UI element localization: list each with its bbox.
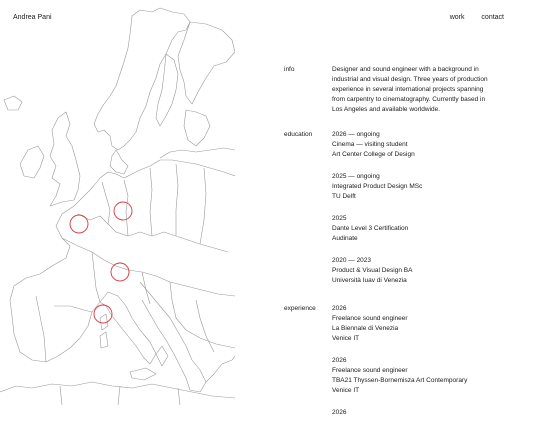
entry-organization: TBA21 Thyssen-Bornemisza Art Contemporary	[332, 377, 468, 384]
nav-contact-link[interactable]: contact	[481, 14, 504, 21]
map-coastline	[184, 110, 210, 146]
entry-date: 2026	[332, 409, 347, 416]
map-coastline	[50, 112, 80, 206]
info-line: industrial and visual design. Three years of production	[332, 76, 488, 83]
map-coastline	[140, 282, 206, 392]
education-entry	[332, 256, 500, 286]
education-label: education	[284, 131, 313, 138]
experience-list	[332, 304, 500, 430]
map-coastline	[156, 346, 168, 366]
info-line: Designer and sound engineer with a background in	[332, 66, 479, 73]
entry-role: Freelance sound engineer	[332, 367, 408, 374]
map-border	[178, 388, 180, 405]
location-marker-rome	[94, 305, 112, 323]
experience-entry	[332, 304, 500, 344]
entry-location: Venice IT	[332, 335, 360, 342]
map-border	[196, 300, 214, 352]
map-border	[102, 182, 110, 224]
map-border	[92, 252, 100, 302]
map-coastline	[20, 146, 44, 178]
education-list	[332, 130, 500, 298]
map-border	[78, 214, 228, 252]
entry-title: Product & Visual Design BA	[332, 267, 413, 274]
education-entry	[332, 130, 500, 160]
location-marker-delft	[70, 215, 88, 233]
map-coastline	[10, 196, 100, 362]
entry-title: Integrated Product Design MSc	[332, 183, 423, 190]
entry-title: Cinema — visiting student	[332, 141, 408, 148]
map-border	[200, 168, 206, 244]
map-coastline	[4, 96, 22, 110]
map-coastline	[100, 292, 156, 364]
education-entry	[332, 214, 500, 244]
experience-entry	[332, 408, 500, 418]
map-border	[36, 296, 46, 362]
entry-role: Freelance sound engineer	[332, 315, 408, 322]
info-label: info	[284, 66, 295, 73]
entry-date: 2025 — ongoing	[332, 173, 380, 180]
location-marker-venice	[111, 263, 129, 281]
entry-date: 2026	[332, 305, 347, 312]
info-line: from carpentry to cinematography. Currently based in	[332, 96, 486, 103]
entry-institution: Art Center College of Design	[332, 151, 415, 158]
entry-location: Venice IT	[332, 387, 360, 394]
map-coastline	[100, 332, 108, 348]
map-border	[60, 386, 62, 405]
entry-organization: La Biennale di Venezia	[332, 325, 399, 332]
location-marker-berlin	[114, 202, 132, 220]
info-line: Los Angeles and available worldwide.	[332, 106, 441, 113]
nav-work-link[interactable]: work	[449, 14, 465, 21]
map-border	[176, 164, 178, 236]
entry-title: Dante Level 3 Certification	[332, 225, 409, 232]
entry-date: 2025	[332, 215, 347, 222]
info-text	[332, 65, 500, 115]
map-coastline	[160, 148, 235, 158]
experience-label: experience	[284, 305, 316, 312]
map-border	[170, 282, 235, 348]
map-coastline	[110, 150, 128, 174]
map-border	[118, 386, 120, 405]
map-border	[142, 272, 150, 304]
entry-date: 2026 — ongoing	[332, 131, 380, 138]
info-line: experience in several international projects spanning	[332, 86, 484, 93]
map-coastline	[130, 368, 156, 380]
entry-institution: Audinate	[332, 235, 358, 242]
entry-institution: TU Delft	[332, 193, 356, 200]
map-coastline	[178, 22, 235, 104]
entry-institution: Università Iuav di Venezia	[332, 277, 407, 284]
map-border	[124, 180, 128, 236]
map-border	[54, 306, 92, 312]
education-entry	[332, 172, 500, 202]
europe-map	[0, 0, 235, 405]
map-coastline	[156, 54, 178, 126]
header-name[interactable]: Andrea Pani	[13, 14, 52, 21]
entry-date: 2020 — 2023	[332, 257, 372, 264]
map-coastline	[84, 160, 235, 196]
entry-date: 2026	[332, 357, 347, 364]
nav	[435, 13, 504, 23]
map-coastline	[0, 382, 235, 398]
experience-entry	[332, 356, 500, 396]
map-coastline	[94, 8, 190, 150]
map-coastline	[206, 356, 235, 382]
map-border	[150, 168, 152, 236]
